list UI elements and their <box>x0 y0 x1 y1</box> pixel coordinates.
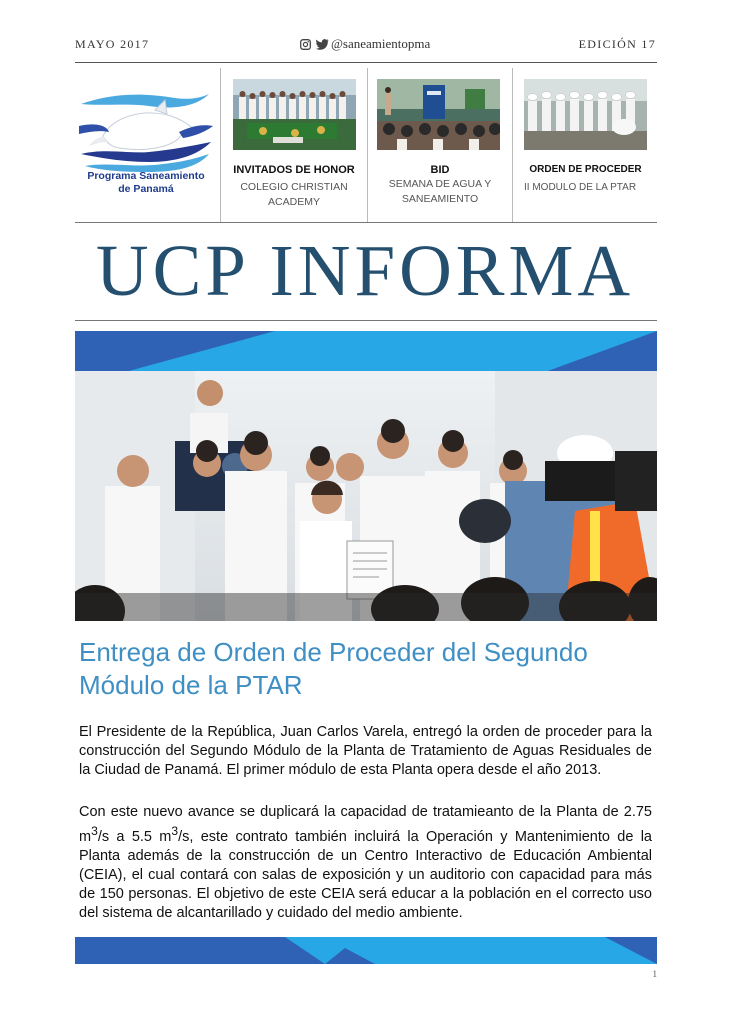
paragraph-text: /s a 5.5 m <box>97 828 172 845</box>
paragraph-text: Con este nuevo avance se duplicará la capacidad de tratamieanto de la Planta de 2.75 m <box>79 804 652 845</box>
bottom-decorative-banner <box>75 937 657 964</box>
column-divider <box>220 68 221 222</box>
feature-photo-bid-event[interactable] <box>377 79 500 150</box>
logo-text-line: Programa Saneamiento <box>87 170 205 182</box>
feature-photo-site-visit[interactable] <box>524 79 647 150</box>
logo-text <box>80 170 212 196</box>
superscript: 3 <box>171 824 179 838</box>
masthead-rule <box>75 320 657 321</box>
article-headline <box>79 636 659 702</box>
headline-line: Entrega de Orden de Proceder del Segundo <box>79 637 588 667</box>
feature-title[interactable]: BID <box>430 164 450 176</box>
social-handle-text: @saneamientopma <box>330 36 431 51</box>
twitter-icon[interactable] <box>316 38 329 54</box>
feature-subtitle <box>368 177 512 207</box>
header-rule <box>75 222 657 223</box>
dolphin-waves-logo-icon <box>79 92 213 172</box>
issue-date: MAYO 2017 <box>75 37 150 51</box>
superscript: 3 <box>91 824 98 838</box>
paragraph-text: /s, este contrato también incluirá la Operación y Mantenimiento de la Planta además de la construcción de un Centro Interactivo de Educación Ambiental (CEIA), el cual contará con salas de exposición y un auditorio con capacidad para más de 150 personas. El objetivo de este CEIA será educar a la población en el correcto uso del sistema de alcantarillado y cuidado del medio ambiente. <box>79 828 652 921</box>
feature-title[interactable]: INVITADOS DE HONOR <box>233 164 355 176</box>
article-paragraph: El Presidente de la República, Juan Carlos Varela, entregó la orden de proceder para la construcción del Segundo Módulo de la Planta de Tratamiento de Aguas Residuales de la Ciudad de Panamá. El primer módulo de esta Planta opera desde el año 2013. <box>79 724 652 778</box>
page-number: 1 <box>652 969 657 979</box>
feature-subtitle-line: SEMANA DE AGUA Y <box>388 178 492 190</box>
edition-number: EDICIÓN 17 <box>578 37 656 51</box>
feature-photo-students[interactable] <box>233 79 356 150</box>
article-paragraph <box>79 803 652 923</box>
column-divider <box>512 68 513 222</box>
feature-subtitle-line: COLEGIO CHRISTIAN <box>240 181 348 193</box>
feature-subtitle <box>524 180 658 195</box>
masthead-title: UCP INFORMA <box>95 230 635 311</box>
feature-subtitle <box>222 180 366 210</box>
hero-photo-ceremony <box>75 371 657 621</box>
feature-title[interactable]: ORDEN DE PROCEDER <box>529 164 642 175</box>
feature-subtitle-line: ACADEMY <box>268 196 320 208</box>
top-rule <box>75 62 657 63</box>
feature-subtitle-line: II MODULO DE LA PTAR <box>524 182 637 193</box>
feature-subtitle-line: SANEAMIENTO <box>401 193 479 205</box>
top-decorative-banner <box>75 331 657 372</box>
logo-text-line: de Panamá <box>118 183 174 195</box>
instagram-icon[interactable] <box>300 38 311 54</box>
headline-line: Módulo de la PTAR <box>79 670 303 700</box>
